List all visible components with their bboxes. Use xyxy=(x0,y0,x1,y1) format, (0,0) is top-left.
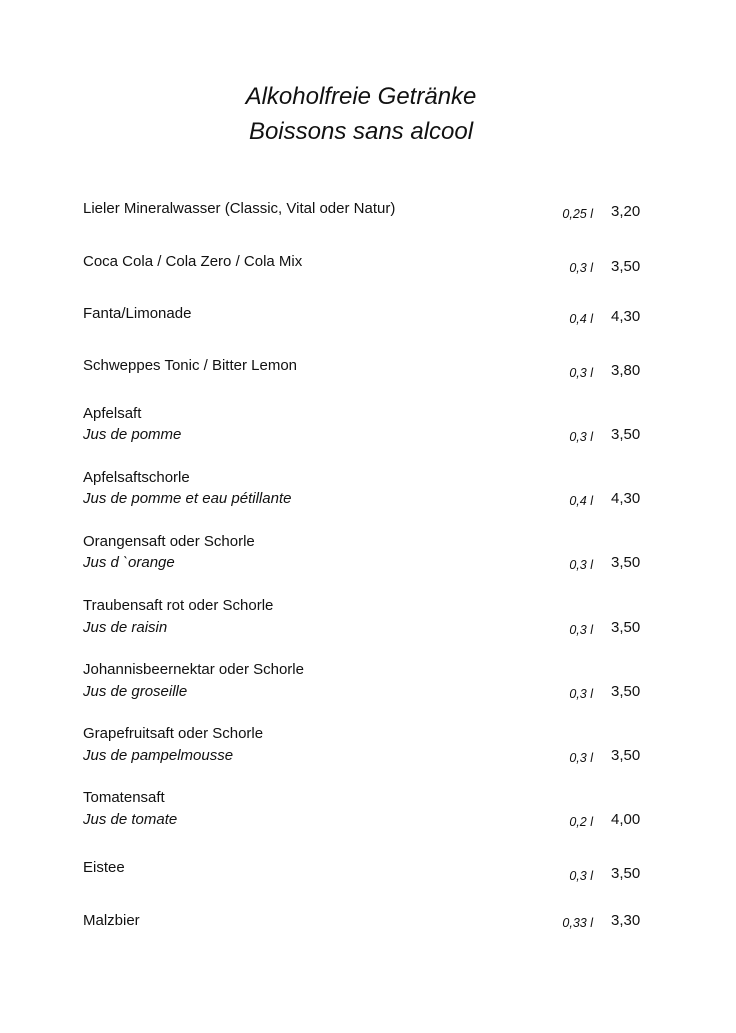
item-volume: 0,3 l xyxy=(569,558,593,572)
item-volume: 0,4 l xyxy=(569,494,593,508)
item-price: 3,50 xyxy=(611,258,641,275)
item-name: Malzbier xyxy=(83,912,140,929)
item-name-french: Jus de raisin xyxy=(83,619,168,636)
item-name: Tomatensaft xyxy=(83,789,165,806)
item-volume: 0,3 l xyxy=(569,623,593,637)
item-name: Apfelsaft xyxy=(83,405,142,422)
item-name: Grapefruitsaft oder Schorle xyxy=(83,725,264,742)
item-name: Schweppes Tonic / Bitter Lemon xyxy=(83,357,298,374)
item-volume: 0,3 l xyxy=(569,261,593,275)
item-name: Johannisbeernektar oder Schorle xyxy=(83,661,304,678)
item-price: 4,00 xyxy=(611,811,641,828)
item-price: 3,50 xyxy=(611,683,641,700)
item-name: Eistee xyxy=(83,859,125,876)
item-volume: 0,3 l xyxy=(569,751,593,765)
item-volume: 0,33 l xyxy=(562,916,593,930)
item-name-french: Jus de groseille xyxy=(83,683,188,700)
item-name: Fanta/Limonade xyxy=(83,305,192,322)
item-volume: 0,25 l xyxy=(562,207,593,221)
item-volume: 0,4 l xyxy=(569,312,593,326)
item-volume: 0,3 l xyxy=(569,430,593,444)
item-price: 3,50 xyxy=(611,554,641,571)
item-price: 3,50 xyxy=(611,865,641,882)
item-name: Orangensaft oder Schorle xyxy=(83,533,255,550)
item-price: 4,30 xyxy=(611,490,641,507)
item-name-french: Jus d `orange xyxy=(83,554,175,571)
item-volume: 0,3 l xyxy=(569,687,593,701)
item-price: 4,30 xyxy=(611,308,641,325)
page-title-german: Alkoholfreie Getränke xyxy=(245,83,477,110)
item-price: 3,50 xyxy=(611,747,641,764)
item-name-french: Jus de pomme et eau pétillante xyxy=(83,490,292,507)
item-price: 3,50 xyxy=(611,426,641,443)
item-name: Traubensaft rot oder Schorle xyxy=(83,597,274,614)
item-price: 3,50 xyxy=(611,619,641,636)
item-price: 3,80 xyxy=(611,362,641,379)
item-price: 3,20 xyxy=(611,203,641,220)
item-name-french: Jus de pampelmousse xyxy=(83,747,234,764)
item-name-french: Jus de tomate xyxy=(83,811,178,828)
item-volume: 0,2 l xyxy=(569,815,593,829)
item-volume: 0,3 l xyxy=(569,869,593,883)
page-title-french: Boissons sans alcool xyxy=(248,118,474,145)
item-volume: 0,3 l xyxy=(569,366,593,380)
item-name: Lieler Mineralwasser (Classic, Vital oder Natur) xyxy=(83,200,396,217)
item-price: 3,30 xyxy=(611,912,641,929)
item-name-french: Jus de pomme xyxy=(83,426,182,443)
item-name: Apfelsaftschorle xyxy=(83,469,190,486)
item-name: Coca Cola / Cola Zero / Cola Mix xyxy=(83,253,303,270)
